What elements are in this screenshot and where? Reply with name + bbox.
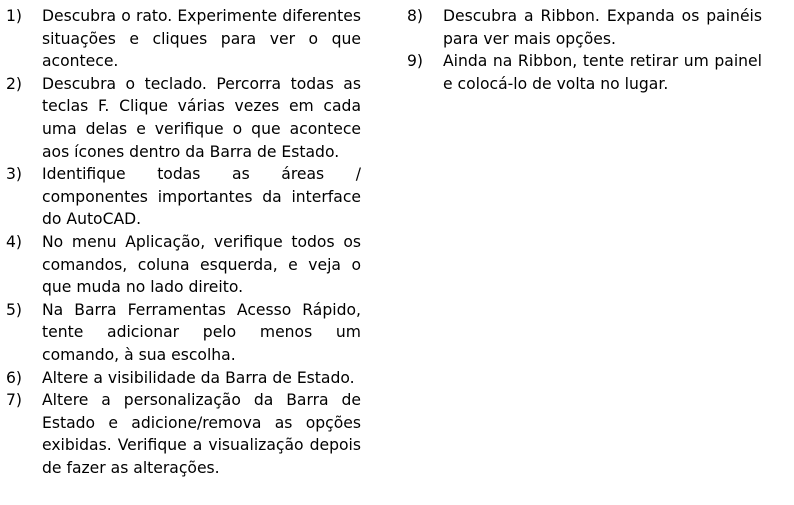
item-number: 7): [6, 391, 23, 410]
list-item: [6, 367, 361, 390]
task-list-right: [407, 5, 762, 95]
list-item: [6, 73, 361, 163]
item-text: Altere a visibilidade da Barra de Estado.: [42, 368, 355, 387]
item-text: Descubra a Ribbon. Expanda os painéis para ver mais opções.: [443, 7, 762, 48]
item-text: Ainda na Ribbon, tente retirar um painel e colocá-lo de volta no lugar.: [443, 52, 762, 93]
list-item: [6, 5, 361, 73]
list-item: [6, 299, 361, 367]
item-text: Na Barra Ferramentas Acesso Rápido, tente adicionar pelo menos um comando, à sua escolha.: [42, 300, 361, 364]
item-text: Descubra o rato. Experimente diferentes situações e cliques para ver o que acontece.: [42, 7, 361, 71]
item-text: Descubra o teclado. Percorra todas as teclas F. Clique várias vezes em cada uma delas e verifique o que acontece aos ícones dentro da Barra de Estado.: [42, 74, 361, 161]
item-number: 5): [6, 300, 23, 319]
item-text: Identifique todas as áreas / componentes importantes da interface do AutoCAD.: [42, 165, 361, 229]
item-number: 1): [6, 7, 23, 25]
left-column: [6, 5, 361, 479]
list-item: [6, 389, 361, 479]
list-item: [407, 50, 762, 95]
list-item: [6, 231, 361, 299]
item-number: 4): [6, 232, 23, 251]
item-text: No menu Aplicação, verifique todos os comandos, coluna esquerda, e veja o que muda no lado direito.: [42, 232, 361, 297]
item-number: 8): [407, 7, 424, 25]
right-column: [407, 5, 762, 95]
item-number: 9): [407, 52, 424, 71]
item-number: 2): [6, 74, 23, 93]
list-item: [407, 5, 762, 50]
item-text: Altere a personalização da Barra de Estado e adicione/remova as opções exibidas. Verifique a visualização depois de fazer as alterações.: [42, 391, 361, 477]
list-item: [6, 163, 361, 231]
item-number: 6): [6, 368, 23, 387]
task-list-left: [6, 5, 361, 479]
item-number: 3): [6, 165, 23, 184]
